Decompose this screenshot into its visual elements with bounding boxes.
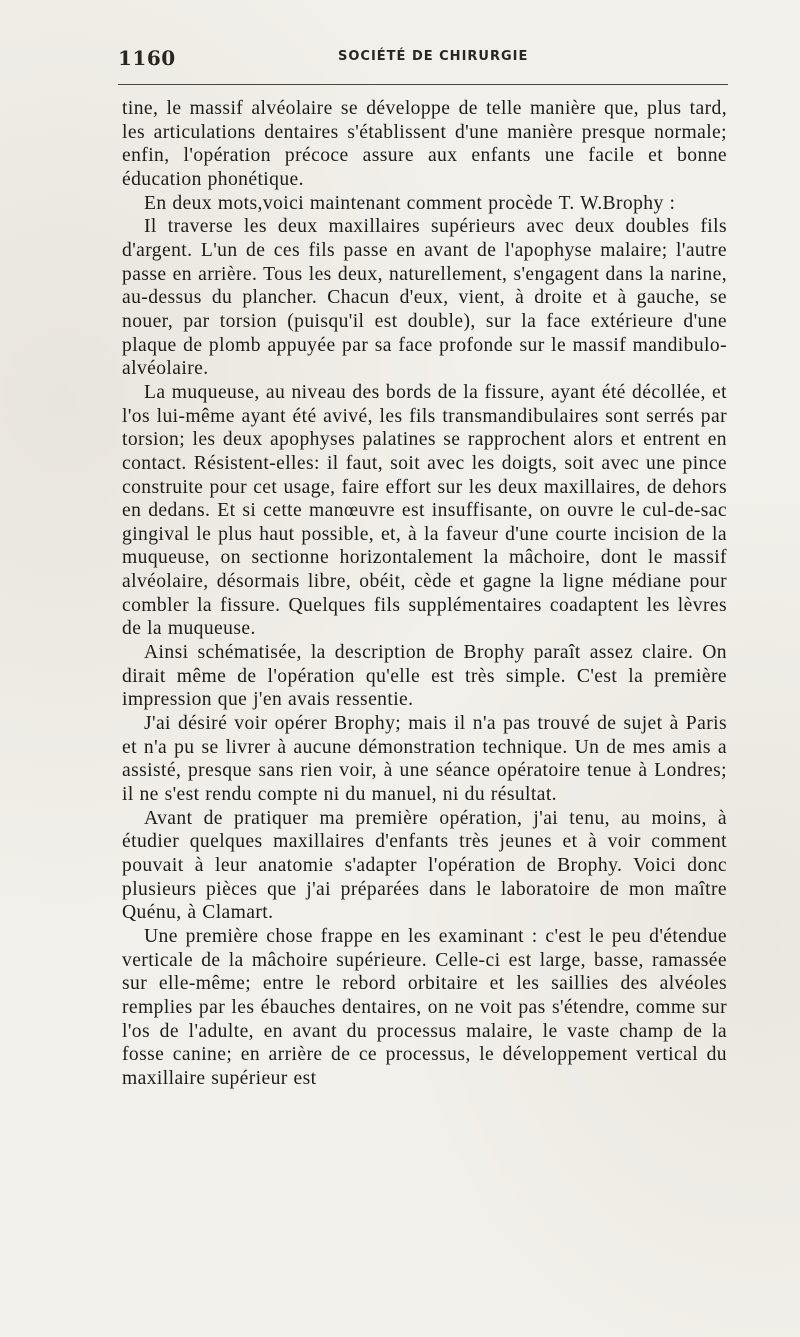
paragraph: Une première chose frappe en les examinant : c'est le peu d'étendue verticale de la mâchoire supérieure. Celle-ci est large, basse, ramassée sur elle-même; entre le rebord orbitaire et les saillies des alvéoles remplies par les ébauches dentaires, on ne voit pas s'étendre, comme sur l'os de l'adulte, en avant du processus malaire, le vaste champ de la fosse canine; en arrière de ce processus, le développement vertical du maxillaire supérieur est [122, 925, 727, 1089]
header-rule [118, 84, 728, 85]
paragraph-continued: tine, le massif alvéolaire se développe de telle manière que, plus tard, les articulations dentaires s'établissent d'une manière presque normale; enfin, l'opération précoce assure aux enfants une facile et bonne éducation phonétique. [122, 98, 727, 190]
paragraph: En deux mots,voici maintenant comment procède T. W.Brophy : [144, 192, 676, 214]
body-text [122, 97, 727, 1091]
paragraph: La muqueuse, au niveau des bords de la fissure, ayant été décollée, et l'os lui-même ayant été avivé, les fils transmandibulaires sont serrés par torsion; les deux apophyses palatines se rapprochent alors et entrent en contact. Résistent-elles: il faut, soit avec les doigts, soit avec une pince construite pour cet usage, faire effort sur les deux maxillaires, de dehors en dedans. Et si cette manœuvre est insuffisante, on ouvre le cul-de-sac gingival le plus haut possible, et, à la faveur d'une courte incision de la muqueuse, on sectionne horizontalement la mâchoire, dont le massif alvéolaire, désormais libre, obéit, cède et gagne la ligne médiane pour combler la fissure. Quelques fils supplémentaires coadaptent les lèvres de la muqueuse. [122, 381, 727, 640]
paragraph: Avant de pratiquer ma première opération, j'ai tenu, au moins, à étudier quelques maxillaires d'enfants très jeunes et à voir comment pouvait à leur anatomie s'adapter l'opération de Brophy. Voici donc plusieurs pièces que j'ai préparées dans le laboratoire de mon maître Quénu, à Clamart. [122, 807, 727, 924]
paragraph: Ainsi schématisée, la description de Brophy paraît assez claire. On dirait même de l'opération qu'elle est très simple. C'est la première impression que j'en avais ressentie. [122, 642, 727, 711]
page-number: 1160 [118, 46, 176, 70]
paragraph: Il traverse les deux maxillaires supérieurs avec deux doubles fils d'argent. L'un de ces fils passe en avant de l'apophyse malaire; l'autre passe en arrière. Tous les deux, naturellement, s'engagent dans la narine, au-dessus du plancher. Chacun d'eux, vient, à droite et à gauche, se nouer, par torsion (puisqu'il est double), sur la face extérieure d'une plaque de plomb appuyée par sa face profonde sur le massif mandibulo-alvéolaire. [122, 216, 727, 380]
running-head: SOCIÉTÉ DE CHIRURGIE [338, 49, 529, 64]
paragraph: J'ai désiré voir opérer Brophy; mais il n'a pas trouvé de sujet à Paris et n'a pu se livrer à aucune démonstration technique. Un de mes amis a assisté, presque sans rien voir, à une séance opératoire tenue à Londres; il ne s'est rendu compte ni du manuel, ni du résultat. [122, 713, 727, 806]
page-header [118, 40, 728, 70]
